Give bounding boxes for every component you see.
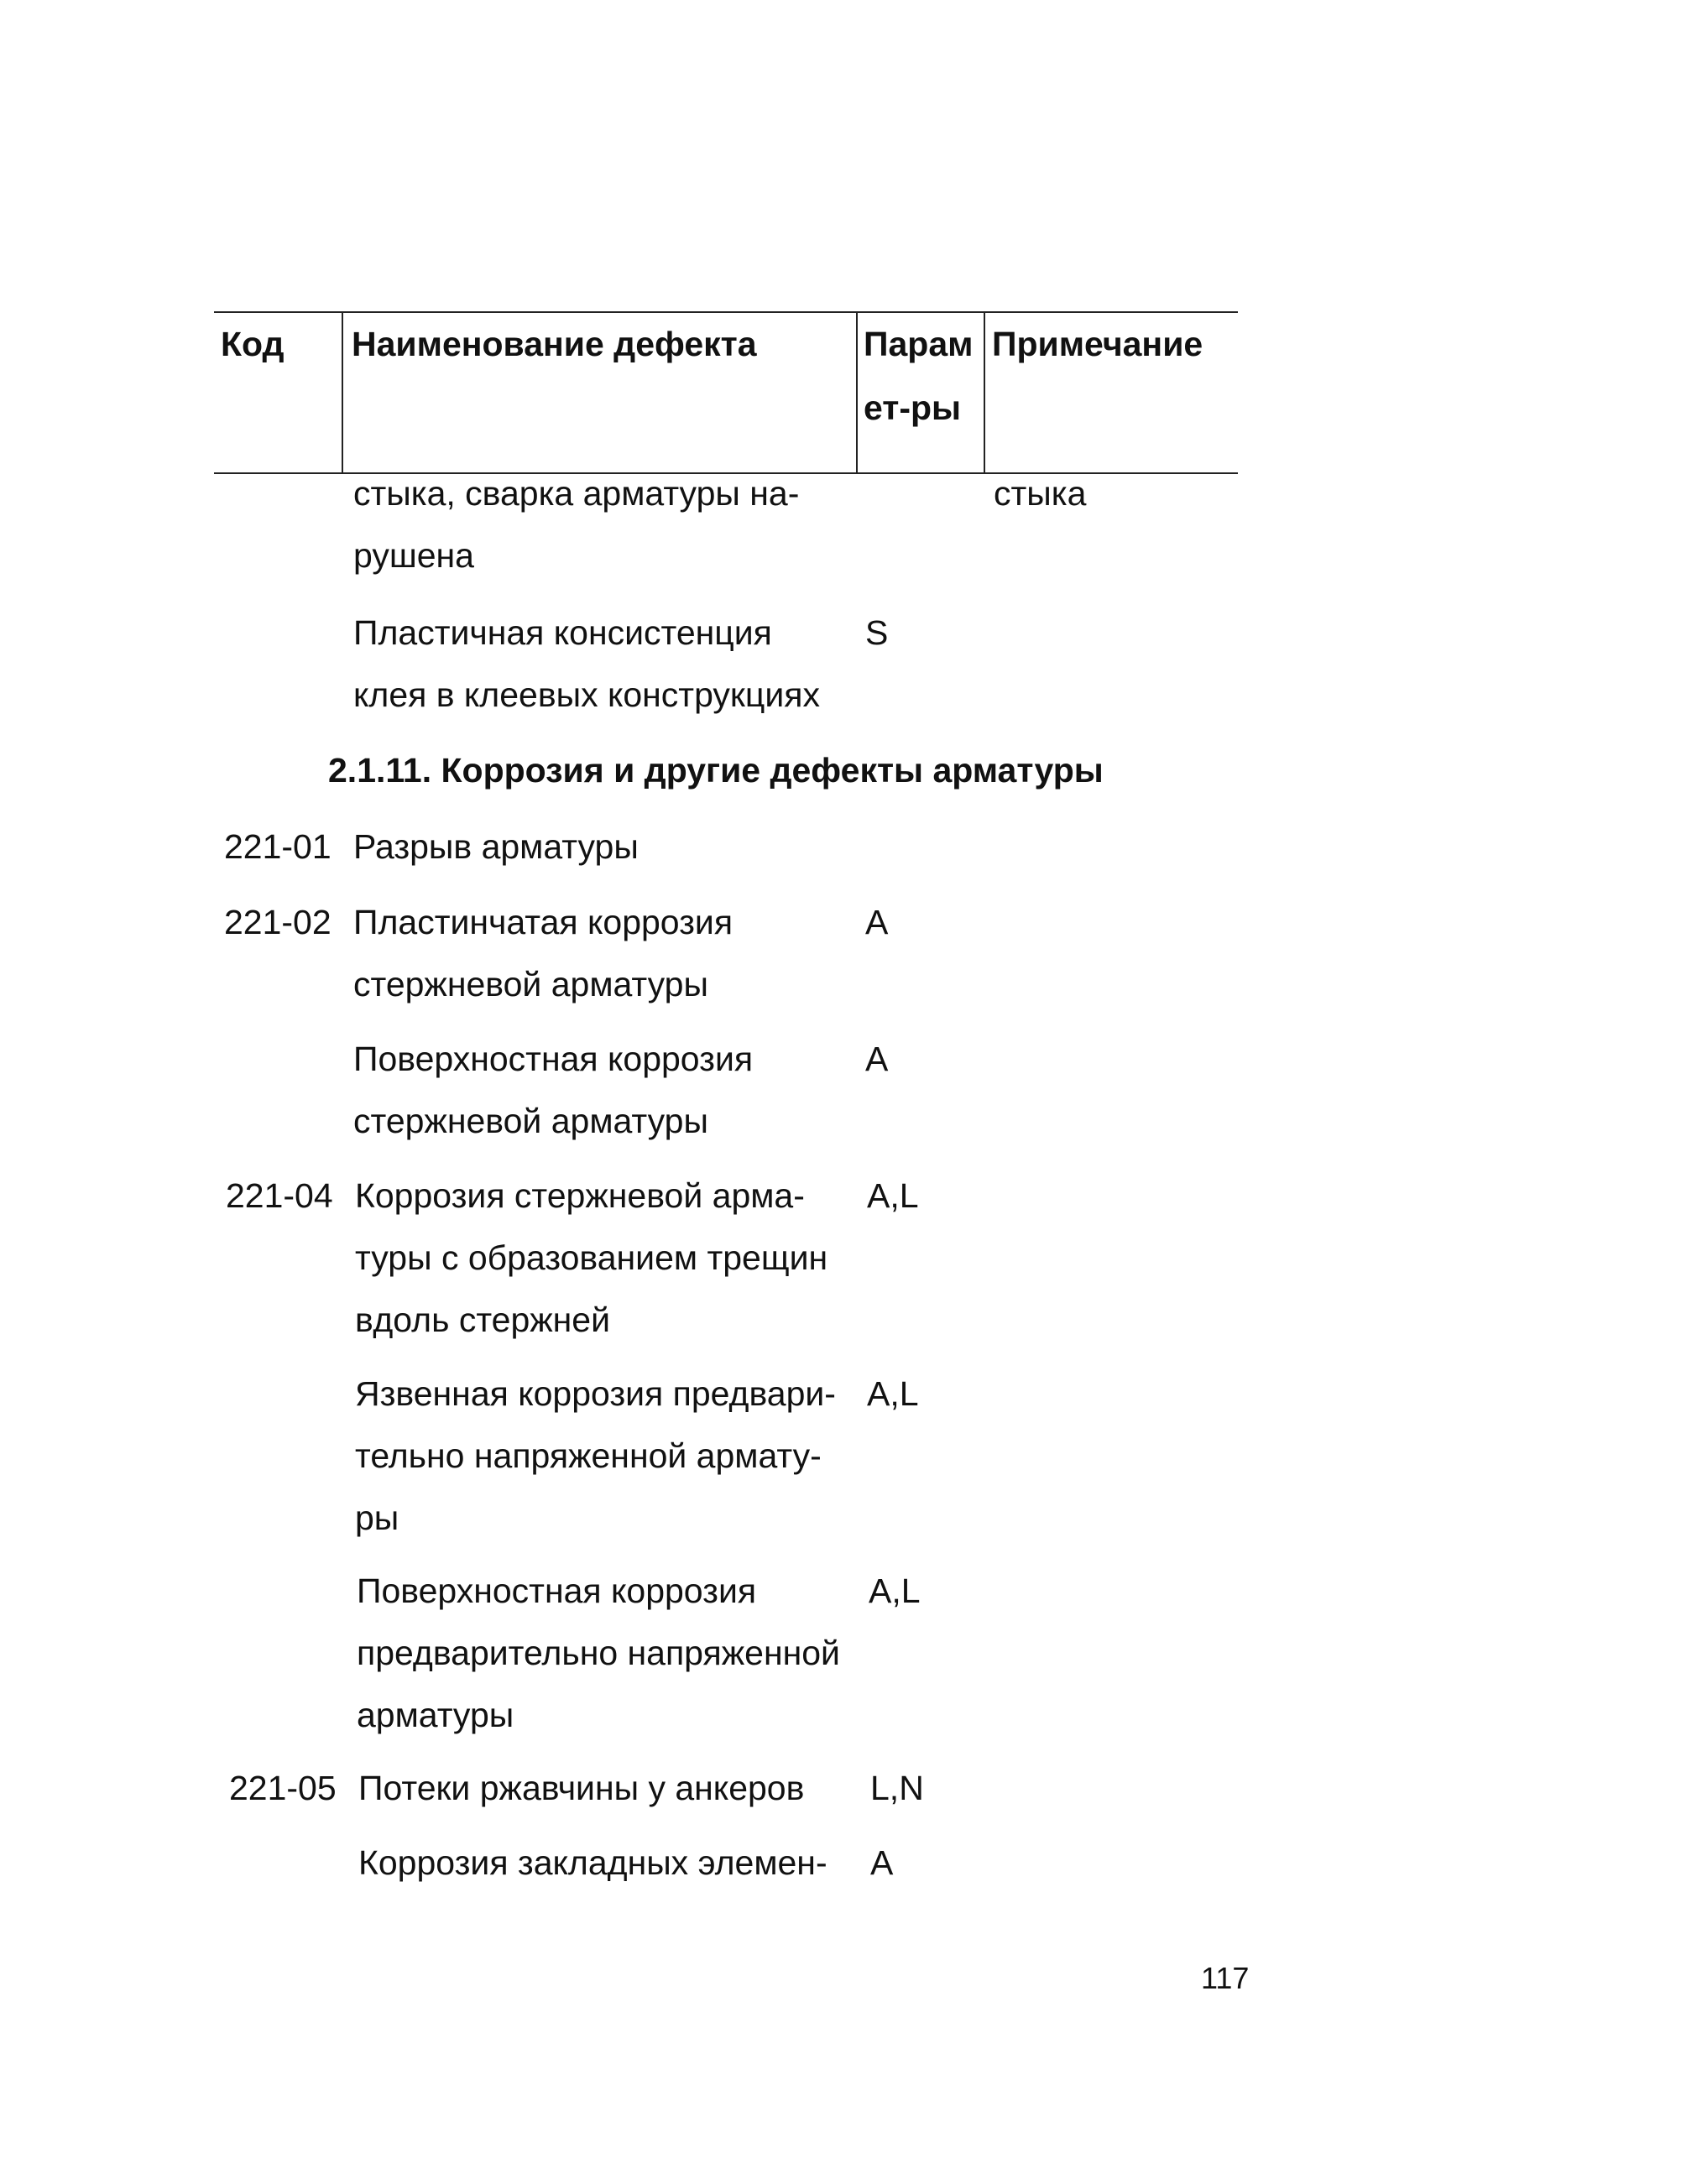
row-name: Коррозия закладных элемен- — [358, 1843, 827, 1882]
row-params: А — [870, 1843, 894, 1882]
row-name: Пластичная консистенция клея в клеевых конструкциях — [353, 613, 820, 714]
row-name: Язвенная коррозия предвари- тельно напряженной армату- ры — [355, 1374, 836, 1537]
row-params: S — [865, 613, 889, 652]
row-name: Поверхностная коррозия стержневой арматуры — [353, 1040, 754, 1140]
page-number: 117 — [1201, 1961, 1250, 1995]
row-code: 221-05 — [229, 1769, 337, 1807]
row-params: А — [865, 903, 889, 941]
row-params: А — [865, 1040, 889, 1078]
row-note: стыка — [994, 474, 1087, 513]
row-name: Коррозия стержневой арма- туры с образованием трещин вдоль стержней — [355, 1176, 828, 1339]
row-code: 221-02 — [224, 903, 332, 941]
row-params: A,L — [867, 1176, 919, 1215]
header-params-line1: Парам — [864, 325, 974, 363]
row-name: Пластинчатая коррозия стержневой арматуры — [353, 903, 733, 1003]
header-divider-3 — [984, 311, 985, 472]
row-name: Разрыв арматуры — [353, 827, 639, 866]
header-divider-1 — [342, 311, 343, 472]
row-name: стыка, сварка арматуры на- рушена — [353, 474, 800, 575]
row-name: Поверхностная коррозия предварительно напряженной арматуры — [357, 1572, 840, 1734]
header-divider-2 — [856, 311, 858, 472]
row-name: Потеки ржавчины у анкеров — [358, 1769, 805, 1807]
header-note: Примечание — [992, 325, 1203, 363]
row-code: 221-01 — [224, 827, 332, 866]
section-title: 2.1.11. Коррозия и другие дефекты арматуры — [328, 751, 1104, 790]
row-params: A,L — [867, 1374, 919, 1413]
row-params: L,N — [870, 1769, 924, 1807]
header-params-line2: ет-ры — [864, 388, 962, 427]
row-params: A,L — [869, 1572, 921, 1610]
header-code: Код — [221, 325, 285, 363]
header-name: Наименование дефекта — [352, 325, 757, 363]
row-code: 221-04 — [226, 1176, 333, 1215]
